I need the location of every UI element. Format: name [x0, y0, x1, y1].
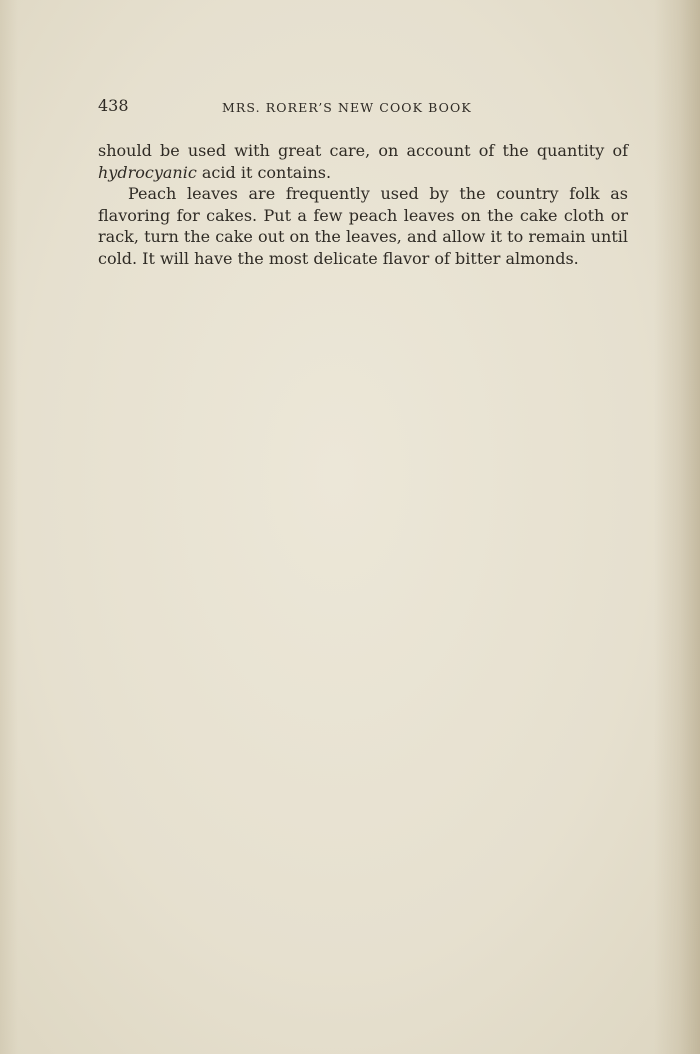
paragraph-peach-leaves: Peach leaves are frequently used by the country folk as flavoring for cakes. Put a few peach leaves on the cake cloth or rack, turn the cake out on the leaves, and allow it to remain until cold. It will have the most delicate flavor of bitter almonds. — [98, 184, 628, 268]
page-left-edge-shade — [0, 0, 18, 1054]
page-spine-shadow — [654, 0, 700, 1054]
paragraph-continuation — [98, 140, 628, 183]
paragraph-1-before: should be used with great care, on account of the quantity of — [98, 141, 628, 160]
page-header — [98, 96, 628, 120]
paragraph-1-italic-term: hydrocyanic — [98, 162, 197, 182]
body-text — [98, 140, 628, 269]
page-number: 438 — [98, 96, 129, 115]
paragraph-1-after: acid it contains. — [196, 162, 332, 182]
running-head: MRS. RORER’S NEW COOK BOOK — [222, 100, 472, 115]
